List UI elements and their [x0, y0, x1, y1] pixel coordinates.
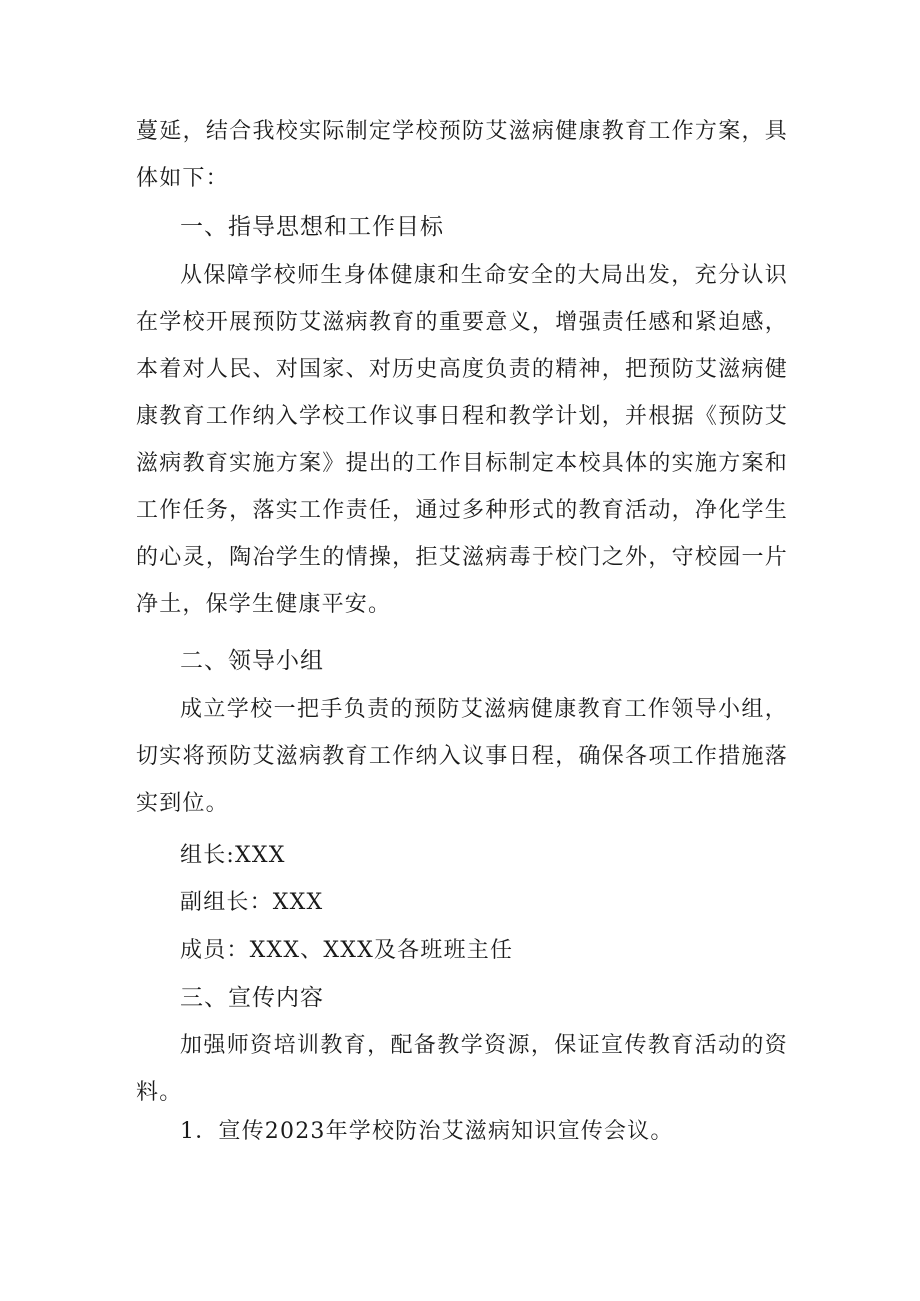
paragraph-guiding-ideology: 从保障学校师生身体健康和生命安全的大局出发，充分认识在学校开展预防艾滋病教育的重要意义，增强责任感和紧迫感，本着对人民、对国家、对历史高度负责的精神，把预防艾滋病健康教育工作纳入学校工作议事日程和教学计划，并根据《预防艾滋病教育实施方案》提出的工作目标制定本校具体的实施方案和工作任务，落实工作责任，通过多种形式的教育活动，净化学生的心灵，陶冶学生的情操，拒艾滋病毒于校门之外，守校园一片净土，保学生健康平安。	[136, 263, 788, 617]
section-heading-leadership-group: 二、领导小组	[180, 648, 324, 674]
section-heading-guiding-ideology: 一、指导思想和工作目标	[180, 214, 444, 240]
section-heading-publicity-content: 三、宣传内容	[180, 985, 324, 1011]
intro-paragraph: 蔓延，结合我校实际制定学校预防艾滋病健康教育工作方案，具体如下：	[136, 119, 788, 191]
group-members: 成员：XXX、XXX及各班班主任	[180, 938, 514, 963]
paragraph-publicity-content: 加强师资培训教育，配备教学资源，保证宣传教育活动的资料。	[136, 1033, 788, 1105]
list-item: 1．宣传2023年学校防治艾滋病知识宣传会议。	[180, 1119, 674, 1144]
paragraph-leadership-group: 成立学校一把手负责的预防艾滋病健康教育工作领导小组，切实将预防艾滋病教育工作纳入议事日程，确保各项工作措施落实到位。	[136, 697, 788, 816]
group-leader: 组长:XXX	[180, 843, 286, 868]
group-deputy-leader: 副组长：XXX	[180, 890, 324, 915]
